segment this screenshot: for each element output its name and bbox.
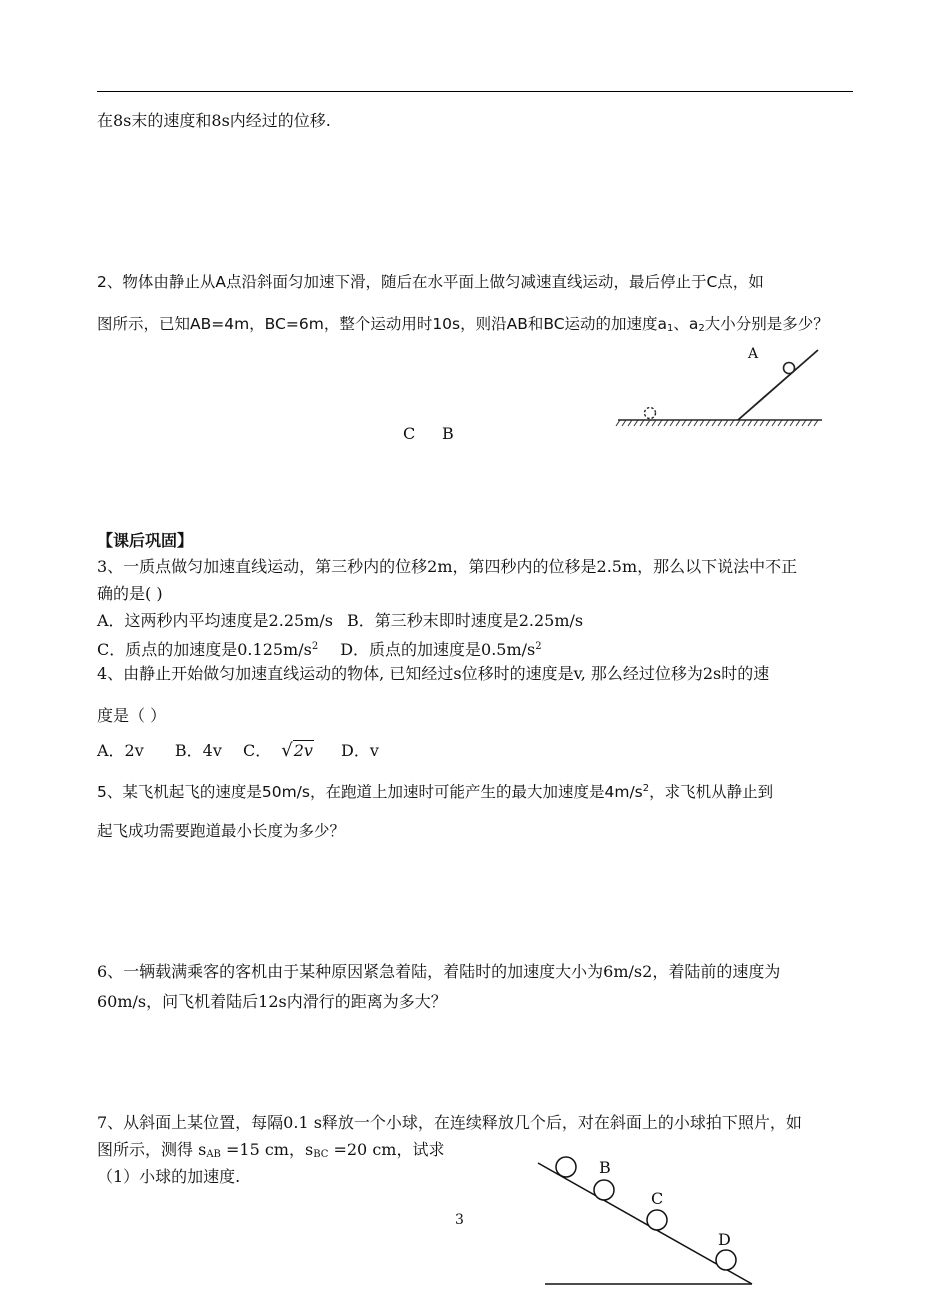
figure-q7-label-b: B [599, 1158, 611, 1177]
page-number: 3 [455, 1212, 464, 1228]
section-header-after-class: 【课后巩固】 [97, 531, 194, 550]
q3-option-a: A．这两秒内平均速度是2.25m/s [97, 611, 333, 630]
q3-option-d: D．质点的加速度是$0.5m/s^2$ [340, 640, 542, 659]
q7-line-2: 图所示，测得 $s_{AB} =15$ cm，$s_{BC} =20$ cm，试求 [97, 1140, 445, 1160]
q5-line-2: 起飞成功需要跑道最小长度为多少？ [97, 822, 346, 840]
q4-option-d: D．v [341, 741, 379, 760]
q1-tail-text: 在8s末的速度和8s内经过的位移. [97, 111, 331, 130]
q3-options-cd [97, 636, 542, 661]
figure-q7-label-d: D [718, 1230, 731, 1249]
figure-q7-label-c: C [651, 1189, 664, 1208]
q4-line-2: 度是（ ） [97, 706, 167, 725]
q7-line-1: 7、从斜面上某位置，每隔0.1 s释放一个小球，在连续释放几个后，对在斜面上的小球拍下照片，如 [97, 1113, 802, 1132]
figure-q2-label-c: C [403, 424, 416, 443]
q3-line-2: 确的是( ) [97, 584, 163, 603]
q3-option-c: C．质点的加速度是$0.125m/s^2$ [97, 640, 319, 659]
q5-line-1: 5、某飞机起飞的速度是50m/s，在跑道上加速时可能产生的最大加速度是$4m/s^2$，求飞机从静止到 [97, 783, 774, 801]
q6-line-2: 60m/s，问飞机着陆后12s内滑行的距离为多大？ [97, 992, 447, 1011]
q4-option-b: B．4v [174, 741, 222, 760]
q2-line-1: 2、物体由静止从A点沿斜面匀加速下滑，随后在水平面上做匀减速直线运动，最后停止于C点，如 [97, 273, 764, 291]
q6-line-1: 6、一辆载满乘客的客机由于某种原因紧急着陆，着陆时的加速度大小为6m/s2，着陆前的速度为 [97, 962, 781, 981]
q4-option-c: C． √2v [242, 740, 313, 761]
figure-q2-incline-diagram [610, 345, 830, 435]
q4-options [97, 740, 379, 762]
header-rule [97, 91, 853, 92]
q2-line-2: 图所示，已知AB=4m，BC=6m，整个运动用时10s，则沿AB和BC运动的加速度$a_1$、$a_2$大小分别是多少？ [97, 315, 829, 334]
q3-options-ab [97, 610, 583, 632]
q3-line-1: 3、一质点做匀加速直线运动，第三秒内的位移2m，第四秒内的位移是2.5m，那么以下说法中不正 [97, 557, 798, 576]
q7-part-1: （1）小球的加速度. [97, 1167, 241, 1186]
q4-option-a: A．2v [97, 741, 144, 760]
q3-option-b: B．第三秒末即时速度是2.25m/s [346, 611, 584, 630]
figure-q2-label-a: A [748, 346, 759, 362]
q4-line-1: 4、由静止开始做匀加速直线运动的物体, 已知经过s位移时的速度是v, 那么经过位移为2s时的速 [97, 664, 770, 683]
figure-q2-label-b: B [442, 424, 454, 443]
figure-q7-incline-diagram [535, 1150, 765, 1300]
